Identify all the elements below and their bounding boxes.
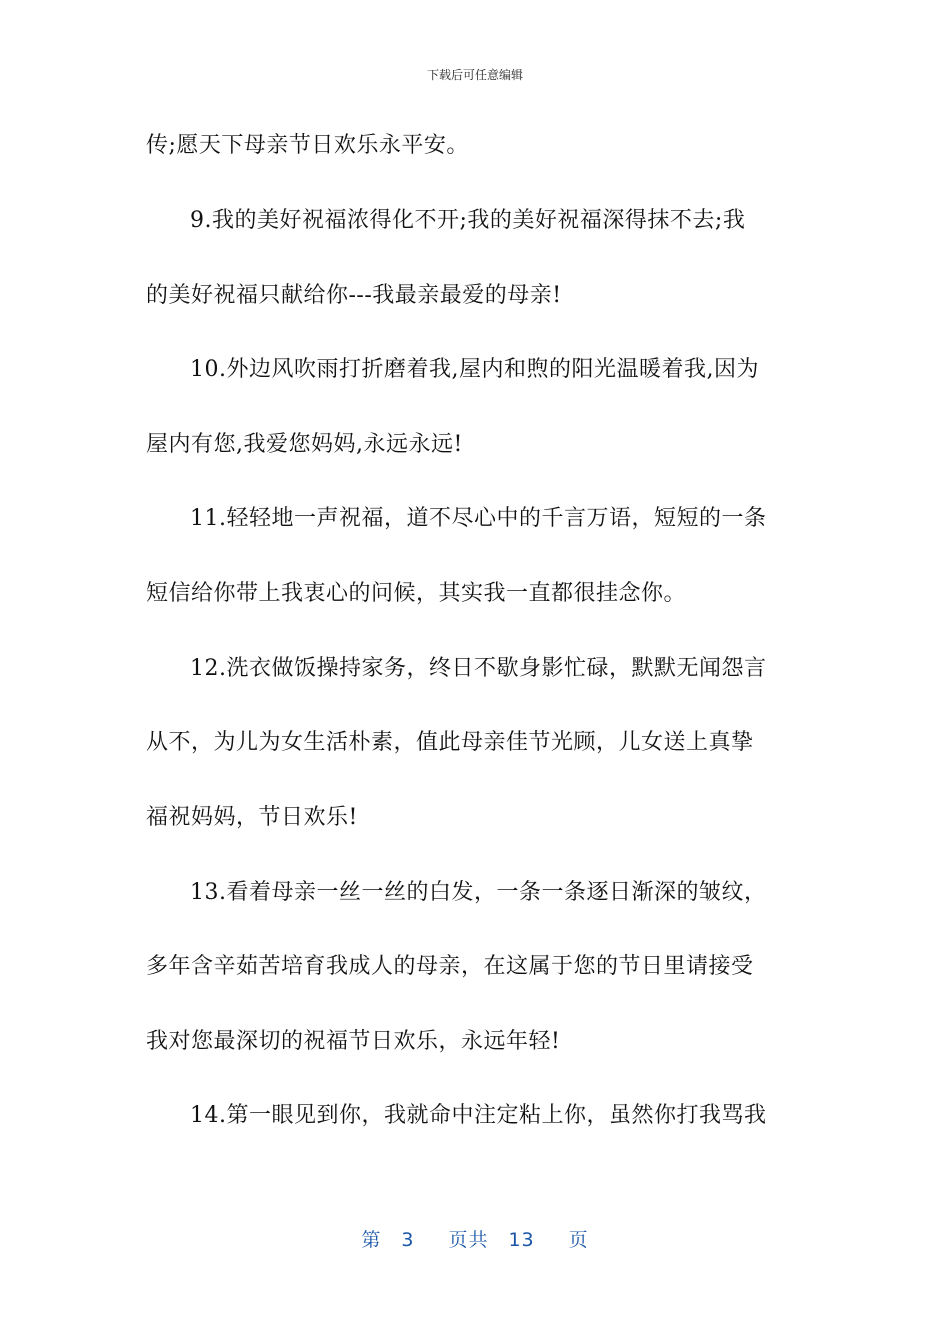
text-line: 传;愿天下母亲节日欢乐永平安。 [146,133,469,158]
page-footer [0,1225,950,1252]
text-line: 短信给你带上我衷心的问候，其实我一直都很挂念你。 [146,581,687,606]
text-line: 10.外边风吹雨打折磨着我,屋内和煦的阳光温暖着我,因为 [190,357,759,382]
text-line: 多年含辛茹苦培育我成人的母亲，在这属于您的节日里请接受 [146,954,754,979]
text-line: 13.看着母亲一丝一丝的白发，一条一条逐日渐深的皱纹， [190,880,767,905]
text-line: 11.轻轻地一声祝福，道不尽心中的千言万语，短短的一条 [190,506,767,531]
text-line: 9.我的美好祝福浓得化不开;我的美好祝福深得抹不去;我 [190,208,746,233]
text-line: 我对您最深切的祝福节日欢乐，永远年轻! [146,1029,561,1054]
text-line: 屋内有您,我爱您妈妈,永远永远! [146,432,463,457]
header-note: 下载后可任意编辑 [426,68,523,82]
footer-middle: 页共 [448,1229,489,1251]
text-line: 12.洗衣做饭操持家务，终日不歇身影忙碌，默默无闻怨言 [190,656,767,681]
footer-suffix: 页 [568,1229,589,1251]
footer-prefix: 第 [361,1229,382,1251]
text-line: 福祝妈妈，节日欢乐! [146,805,358,830]
text-line: 从不，为儿为女生活朴素，值此母亲佳节光顾，儿女送上真挚 [146,730,754,755]
text-line: 14.第一眼见到你，我就命中注定粘上你，虽然你打我骂我 [190,1103,767,1128]
text-line: 的美好祝福只献给你---我最亲最爱的母亲! [146,283,562,308]
total-page-count: 13 [508,1229,535,1251]
current-page-number: 3 [401,1229,415,1251]
